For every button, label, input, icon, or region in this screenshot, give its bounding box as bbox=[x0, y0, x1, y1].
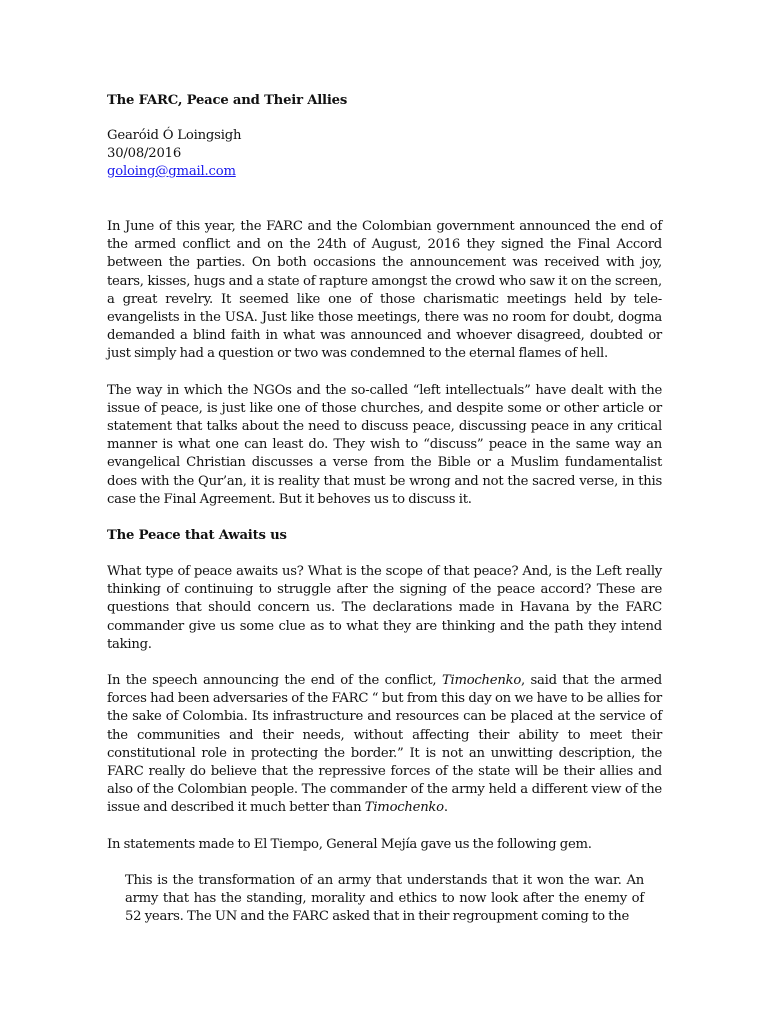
author-name: Gearóid Ó Loingsigh bbox=[107, 128, 242, 143]
paragraph-1: In June of this year, the FARC and the Colombian government announced the end of the armed conflict and on the 24th of August, 2016 they signed the Final Accord between the parties. On both occasions the announcement was received with joy, tears, kisses, hugs and a state of rapture amongst the crowd who saw it on the screen, a great revelry. It seemed like one of those charismatic meetings held by tele-evangelists in the USA. Just like those meetings, there was no room for doubt, dogma demanded a blind faith in what was announced and whoever disagreed, doubted or just simply had a question or two was condemned to the eternal flames of hell. bbox=[107, 219, 662, 362]
paragraph-5: In statements made to El Tiempo, General Mejía gave us the following gem. bbox=[107, 836, 592, 852]
paragraph-4 bbox=[107, 672, 662, 818]
block-quote: This is the transformation of an army that understands that it won the war. An army that has the standing, morality and ethics to now look after the enemy of 52 years. The UN and the FARC asked that in their regroupment coming to the bbox=[125, 872, 644, 925]
paragraph-2: The way in which the NGOs and the so-called “left intellectuals” have dealt with the issue of peace, is just like one of those churches, and despite some or other article or statement that talks about the need to discuss peace, discussing peace in any critical manner is what one can least do. They wish to “discuss” peace in the same way an evangelical Christian discusses a verse from the Bible or a Muslim fundamentalist does with the Qur’an, it is reality that must be wrong and not the sacred verse, in this case the Final Agreement. But it behoves us to discuss it. bbox=[107, 382, 662, 507]
publication-date: 30/08/2016 bbox=[107, 146, 182, 161]
paragraph-3: What type of peace awaits us? What is the scope of that peace? And, is the Left really thinking of continuing to struggle after the signing of the peace accord? These are questions that should concern us. The declarations made in Havana by the FARC commander give us some clue as to what they are thinking and the path they intend taking. bbox=[107, 564, 662, 652]
email-link[interactable]: goloing@gmail.com bbox=[107, 164, 236, 179]
paragraph-4-name-2: Timochenko bbox=[364, 800, 444, 816]
paragraph-4-name-1: Timochenko bbox=[441, 673, 522, 689]
paragraph-4-text-2: , said that the armed forces had been adversaries of the FARC “ but from this day on we have to be allies for the sake of Colombia. Its infrastructure and resources can be placed at the service of the communities and their needs, without affecting their ability to meet their constitutional role in protecting the border.” It is not an unwitting description, the FARC really do believe that the repressive forces of the state will be their allies and also of the Colombian people. The commander of the army held a different view of the issue and described it much better than bbox=[107, 673, 663, 816]
section-heading: The Peace that Awaits us bbox=[107, 528, 287, 544]
author-block bbox=[107, 127, 662, 181]
document-title: The FARC, Peace and Their Allies bbox=[107, 93, 348, 108]
document-page bbox=[107, 92, 662, 927]
paragraph-4-text-1: In the speech announcing the end of the conflict, bbox=[107, 673, 442, 689]
paragraph-4-text-3: . bbox=[443, 800, 448, 816]
